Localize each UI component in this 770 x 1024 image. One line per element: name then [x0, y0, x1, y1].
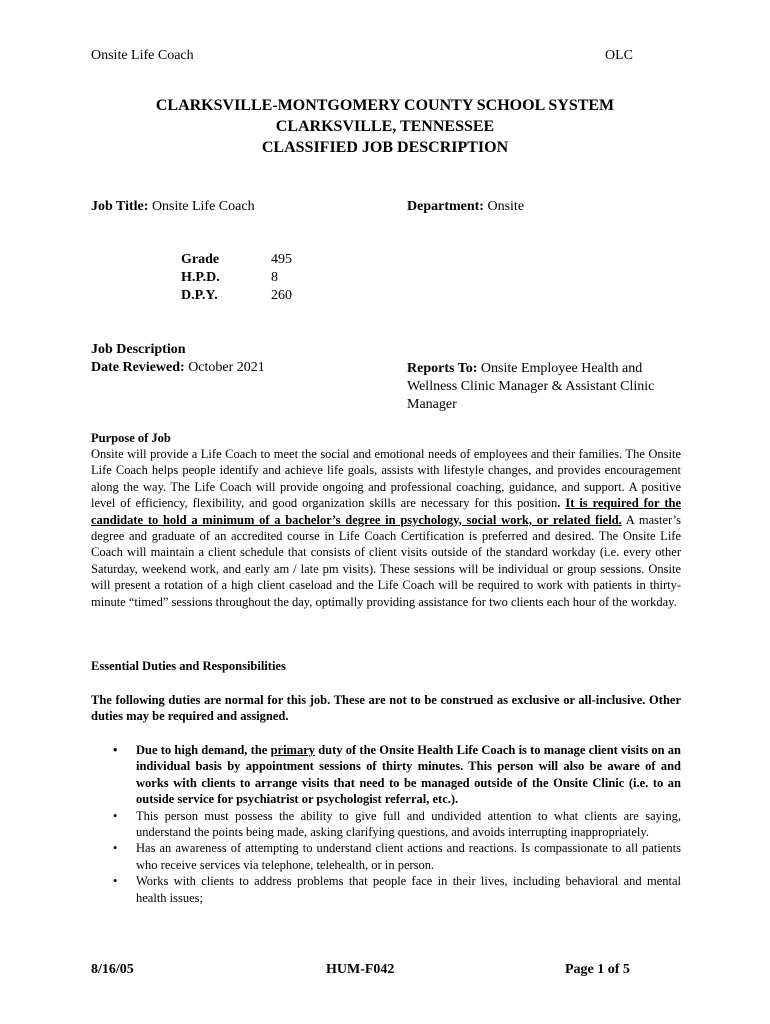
- list-item: [91, 742, 681, 808]
- duty-2-text: This person must possess the ability to give full and undivided attention to what clients are saying, understand the points being made, asking clarifying questions, and avoids interrupting inappropriately.: [136, 808, 681, 840]
- duty-4-text: Works with clients to address problems that people face in their lives, including behavioral and mental health issues;: [136, 874, 681, 905]
- grade-table: [181, 251, 292, 305]
- job-title-field: [91, 199, 255, 215]
- dpy-label: D.P.Y.: [181, 288, 218, 303]
- reports-to-field: [407, 360, 692, 414]
- purpose-heading: Purpose of Job: [91, 431, 171, 445]
- duty-1-primary: primary: [270, 743, 315, 757]
- department-label: Department:: [407, 199, 484, 214]
- bullet-icon: •: [113, 743, 118, 757]
- list-item: [91, 840, 681, 873]
- duty-1-text-a: Due to high demand, the: [136, 743, 271, 757]
- grade-value: 495: [271, 252, 292, 267]
- department-value: Onsite: [487, 199, 525, 214]
- purpose-text-a: Onsite will provide a Life Coach to meet the social and emotional needs of employees and their families. The Onsite Life Coach helps people identify and achieve life goals, assists with lifestyle changes, and provides encouragement along the way. The Life Coach will provide ongoing and professional coaching, guidance, and support. A positive level of efficiency, flexibility, and good organization skills are necessary for this position: [91, 447, 681, 511]
- hpd-row: [181, 269, 292, 287]
- reports-to-value: Onsite Employee Health and Wellness Clinic Manager & Assistant Clinic Manager: [407, 361, 655, 412]
- list-item: [91, 808, 681, 841]
- essential-duties-intro: The following duties are normal for this job. These are not to be construed as exclusive or all-inclusive. Other duties may be required and assigned.: [91, 693, 681, 724]
- grade-row: [181, 251, 292, 269]
- footer-form-number: HUM-F042: [326, 962, 395, 977]
- purpose-paragraph: [91, 446, 681, 610]
- header-left: Onsite Life Coach: [91, 48, 194, 63]
- hpd-label: H.P.D.: [181, 270, 220, 285]
- reports-to-label: Reports To:: [407, 361, 478, 376]
- hpd-value: 8: [271, 270, 278, 285]
- dpy-value: 260: [271, 288, 292, 303]
- grade-label: Grade: [181, 252, 220, 267]
- job-title-label: Job Title:: [91, 199, 149, 214]
- purpose-period: .: [557, 496, 566, 511]
- bullet-icon: •: [113, 841, 118, 856]
- duty-1-text-b: duty of the Onsite Health Life Coach is to manage client visits on an individual basis by appointment sessions of thirty minutes. This person will also be aware of and works with clients to arrange visits that need to be managed outside of the Onsite Clinic (i.e. to an outside service for psychiatrist or psychologist referral, etc.).: [136, 743, 681, 807]
- job-title-value: Onsite Life Coach: [151, 199, 255, 214]
- header-right: OLC: [605, 48, 633, 63]
- date-reviewed-value: October 2021: [188, 360, 265, 375]
- bullet-icon: •: [113, 874, 118, 889]
- purpose-text-b: A master’s degree and graduate of an accredited course in Life Coach Certification is preferred and desired. The Onsite Life Coach will maintain a client schedule that consists of client visits outside of the standard workday (i.e. every other Saturday, weekend work, and early am / late pm visits). These sessions will be individual or group sessions. Onsite will present a rotation of a high client caseload and the Life Coach will be required to work with patients in thirty-minute “timed” sessions throughout the day, optimally providing assistance for two clients each hour of the workday.: [91, 512, 681, 609]
- duty-3-text: Has an awareness of attempting to understand client actions and reactions. Is compassionate to all patients who receive services via telephone, telehealth, or in person.: [136, 841, 681, 872]
- document-title: [0, 95, 770, 158]
- purpose-degree-requirement: It is required for the candidate to hold a minimum of a bachelor’s degree in psychology, social work, or related field.: [91, 496, 681, 527]
- footer-date: 8/16/05: [91, 962, 134, 977]
- bullet-icon: •: [113, 808, 118, 823]
- title-line-3: CLASSIFIED JOB DESCRIPTION: [261, 139, 509, 156]
- title-line-2: CLARKSVILLE, TENNESSEE: [275, 118, 495, 135]
- dpy-row: [181, 287, 292, 305]
- list-item: [91, 873, 681, 906]
- footer-page-number: Page 1 of 5: [565, 962, 630, 977]
- date-reviewed-label: Date Reviewed:: [91, 360, 185, 375]
- date-reviewed-field: [91, 360, 265, 376]
- title-line-1: CLARKSVILLE-MONTGOMERY COUNTY SCHOOL SYSTEM: [155, 97, 615, 114]
- job-description-heading: Job Description: [91, 342, 186, 357]
- department-field: [407, 199, 524, 215]
- duties-list: [91, 742, 681, 906]
- essential-duties-heading: Essential Duties and Responsibilities: [91, 659, 286, 673]
